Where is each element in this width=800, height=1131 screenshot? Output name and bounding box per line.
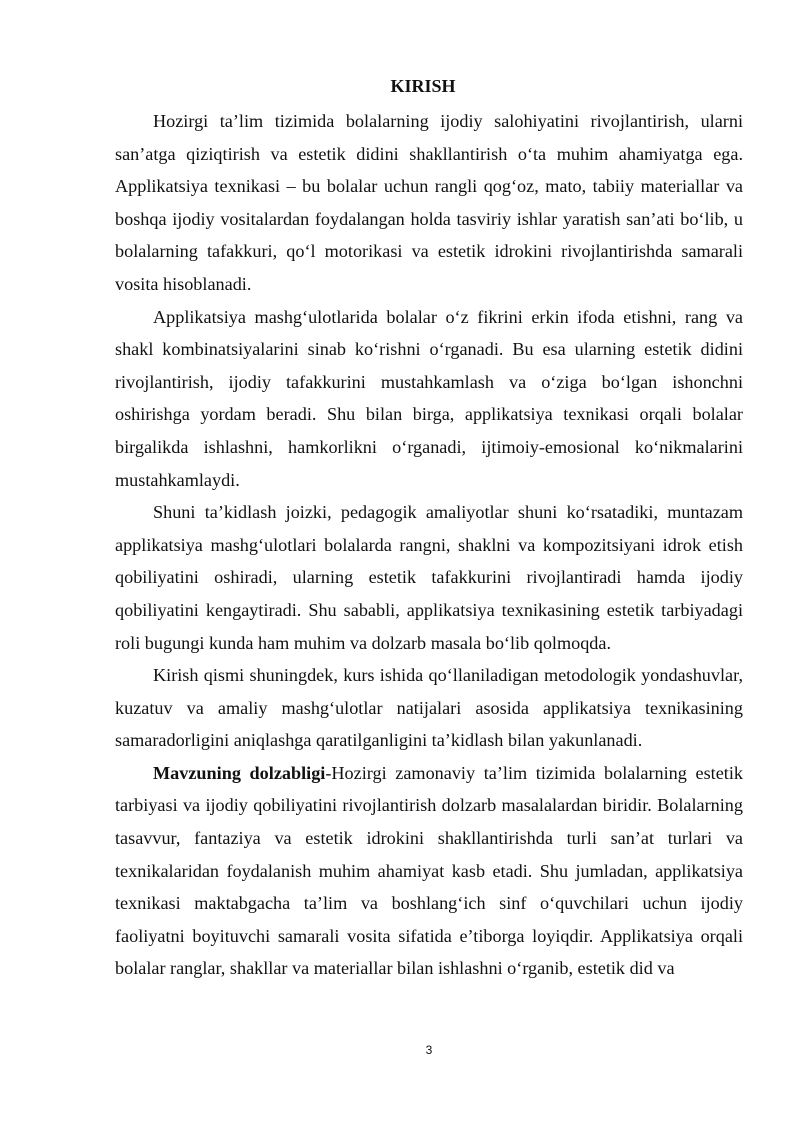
paragraph-text: Kirish qismi shuningdek, kurs ishida qo‘llaniladigan metodologik yondashuvlar, kuzatuv va amaliy mashg‘ulotlar natijalari asosida applikatsiya texnikasining samaradorligini aniqlashga qaratilganligini ta’kidlash bilan yakunlanadi. bbox=[115, 665, 743, 751]
paragraph bbox=[115, 496, 743, 659]
paragraph bbox=[115, 301, 743, 497]
paragraph-text: -Hozirgi zamonaviy ta’lim tizimida bolalarning estetik tarbiyasi va ijodiy qobiliyatini rivojlantirish dolzarb masalalardan biridir. Bolalarning tasavvur, fantaziya va estetik idrokini shakllantirishda turli san’at turlari va texnikalaridan foydalanish muhim ahamiyat kasb etadi. Shu jumladan, applikatsiya texnikasi maktabgacha ta’lim va boshlang‘ich sinf o‘quvchilari uchun ijodiy faoliyatni boyituvchi samarali vosita sifatida e’tiborga loyiqdir. Applikatsiya orqali bolalar ranglar, shakllar va materiallar bilan ishlashni o‘rganib, estetik did va bbox=[115, 762, 743, 979]
paragraph-lead-bold: Mavzuning dolzabligi bbox=[153, 762, 326, 783]
paragraph-text: Shuni ta’kidlash joizki, pedagogik amaliyotlar shuni ko‘rsatadiki, muntazam applikatsiya mashg‘ulotlari bolalarda rangni, shaklni va kompozitsiyani idrok etish qobiliyatini oshiradi, ularning estetik tafakkurini rivojlantiradi hamda ijodiy qobiliyatini kengaytiradi. Shu sababli, applikatsiya texnikasining estetik tarbiyadagi roli bugungi kunda ham muhim va dolzarb masala bo‘lib qolmoqda. bbox=[115, 502, 743, 653]
paragraph bbox=[115, 105, 743, 301]
paragraph bbox=[115, 659, 743, 757]
paragraph-text: Hozirgi ta’lim tizimida bolalarning ijodiy salohiyatini rivojlantirish, ularni san’atga qiziqtirish va estetik didini shakllantirish o‘ta muhim ahamiyatga ega. Applikatsiya texnikasi – bu bolalar uchun rangli qog‘oz, mato, tabiiy materiallar va boshqa ijodiy vositalardan foydalangan holda tasviriy ishlar yaratish san’ati bo‘lib, u bolalarning tafakkuri, qo‘l motorikasi va estetik idrokini rivojlantirishda samarali vosita hisoblanadi. bbox=[115, 111, 743, 294]
paragraph-text: Applikatsiya mashg‘ulotlarida bolalar o‘z fikrini erkin ifoda etishni, rang va shakl kombinatsiyalarini sinab ko‘rishni o‘rganadi. Bu esa ularning estetik didini rivojlantirish, ijodiy tafakkurini mustahkamlash va o‘ziga bo‘lgan ishonchni oshirishga yordam beradi. Shu bilan birga, applikatsiya texnikasi orqali bolalar birgalikda ishlashni, hamkorlikni o‘rganadi, ijtimoiy-emosional ko‘nikmalarini mustahkamlaydi. bbox=[115, 306, 743, 490]
section-title: KIRISH bbox=[390, 76, 456, 96]
page-number: 3 bbox=[425, 1043, 433, 1057]
body-text bbox=[115, 105, 743, 985]
paragraph bbox=[115, 757, 743, 985]
